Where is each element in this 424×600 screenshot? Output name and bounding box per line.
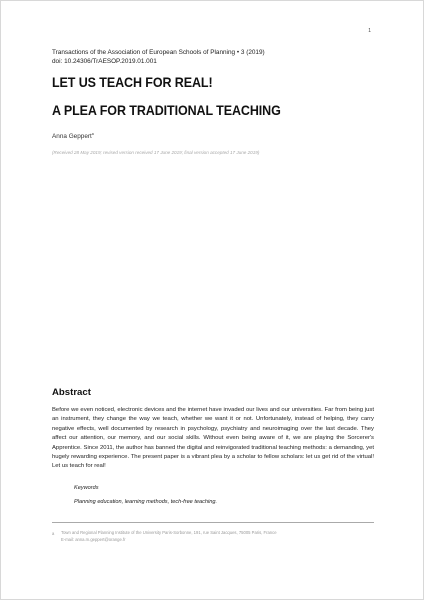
keywords-list: Planning education, learning methods, tech-free teaching. bbox=[74, 499, 218, 505]
footnote-divider bbox=[52, 522, 374, 523]
title-line-1: LET US TEACH FOR REAL! bbox=[52, 75, 213, 90]
received-dates: (Received 28 May 2019; revised version received 17 June 2019; final version accepted 17 June 2019) bbox=[52, 150, 260, 155]
author-name: Anna Geppert bbox=[52, 133, 92, 141]
journal-doi: doi: 10.24306/TrAESOP.2019.01.001 bbox=[52, 58, 157, 65]
abstract-heading: Abstract bbox=[52, 387, 91, 398]
footnote-email: E-mail: anna.m.geppert@orange.fr bbox=[61, 536, 126, 542]
footnote-mark: a bbox=[52, 531, 55, 536]
abstract-body: Before we even noticed, electronic devices and the internet have invaded our lives and our universities. Far from being just an instrument, they change the way we teach, whether we want it or not. Unfortunately, instead of helping, they carry negative effects, well documented by research in psychology, psychiatry and neuroimaging over the last decade. They affect our attention, our memory, and our social skills. Without even being aware of it, we are playing the Sorcerer's Apprentice. Since 2011, the author has banned the digital and reinvigorated traditional teaching methods: a demanding, yet hugely rewarding experience. The present paper is a vibrant plea by a scholar to fellow scholars: let us get rid of the virtual! Let us teach for real! bbox=[52, 407, 374, 470]
journal-info bbox=[52, 48, 265, 66]
footnote-affiliation: Town and Regional Planning Institute of the University Paris-Sorbonne, 191, rue Saint Jacques, 75005 Paris, France bbox=[61, 530, 277, 535]
journal-citation: Transactions of the Association of European Schools of Planning • 3 (2019) bbox=[52, 49, 265, 56]
title-line-2: A PLEA FOR TRADITIONAL TEACHING bbox=[52, 103, 281, 118]
author-affiliation-mark: a bbox=[91, 132, 94, 136]
author bbox=[52, 132, 94, 140]
keywords-label: Keywords bbox=[74, 485, 99, 491]
page-number: 1 bbox=[368, 28, 371, 34]
footnote bbox=[61, 530, 371, 543]
